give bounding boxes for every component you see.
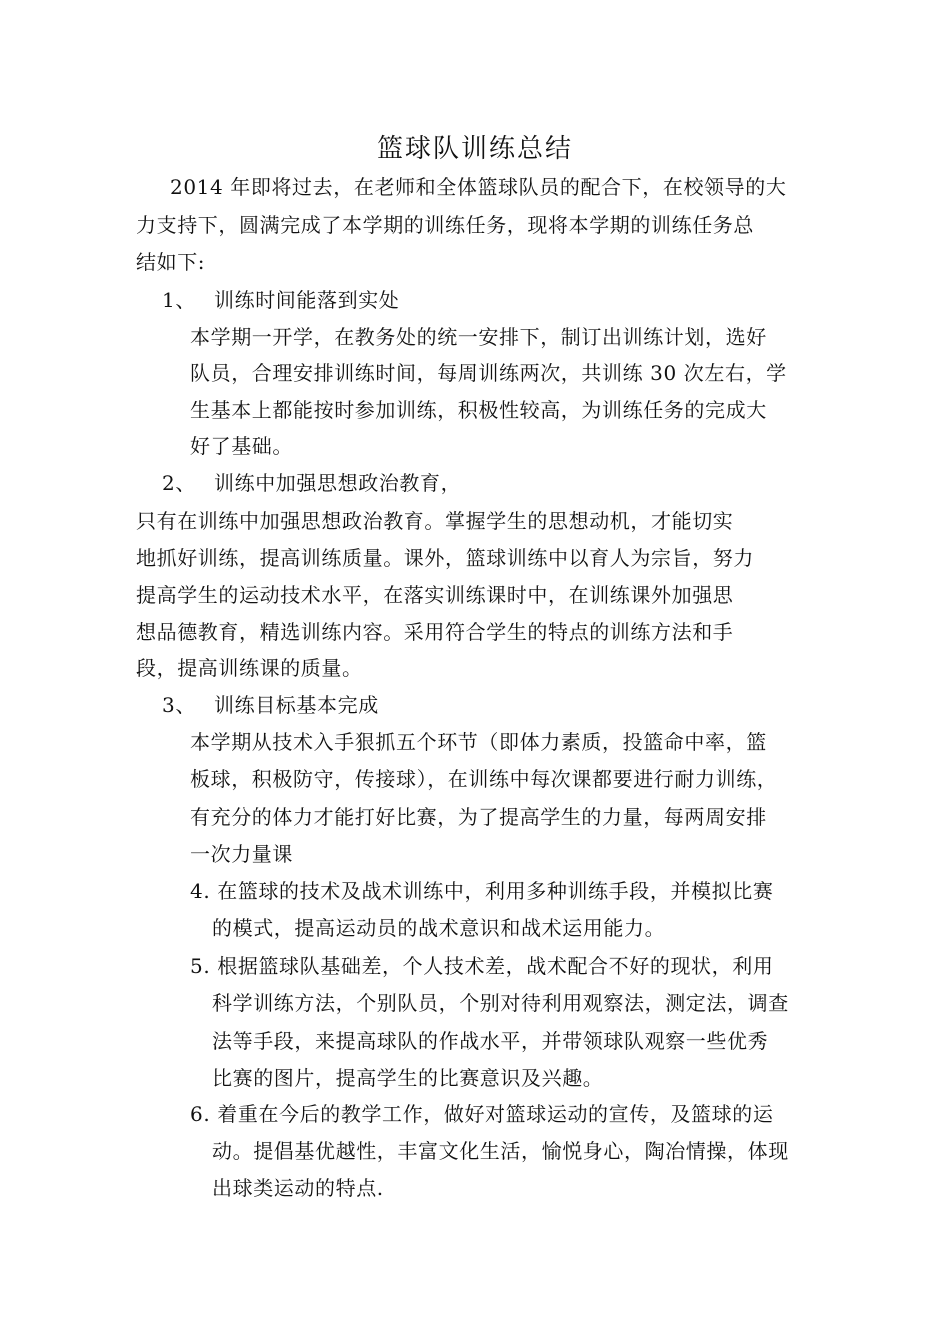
section-3-number: 3、: [162, 693, 196, 717]
document-title: 篮球队训练总结: [376, 134, 573, 164]
section-2-line-1: 只有在训练中加强思想政治教育。掌握学生的思想动机，才能切实: [136, 509, 734, 533]
section-1-heading-text: 训练时间能落到实处: [214, 288, 400, 312]
intro-line-1: 2014 年即将过去，在老师和全体篮球队员的配合下，在校领导的大: [170, 175, 787, 199]
section-3-line-3: 有充分的体力才能打好比赛，为了提高学生的力量，每两周安排: [190, 805, 767, 829]
section-3-line-2: 板球，积极防守，传接球），在训练中每次课都要进行耐力训练，: [190, 767, 778, 791]
item-6-line-2: 动。提倡基优越性，丰富文化生活，愉悦身心，陶冶情操，体现: [212, 1139, 789, 1163]
section-2-heading: [162, 468, 461, 498]
item-4-line-1: 4. 在篮球的技术及战术训练中，利用多种训练手段，并模拟比赛: [190, 879, 774, 903]
item-4-line-2: 的模式，提高运动员的战术意识和战术运用能力。: [212, 916, 666, 940]
section-1-heading: [162, 285, 399, 315]
section-3-line-1: 本学期从技术入手狠抓五个环节（即体力素质，投篮命中率，篮: [190, 730, 767, 754]
section-2-number: 2、: [162, 471, 196, 495]
item-5-line-4: 比赛的图片，提高学生的比赛意识及兴趣。: [212, 1066, 604, 1090]
section-1-line-1: 本学期一开学，在教务处的统一安排下，制订出训练计划，选好: [190, 325, 767, 349]
section-2-line-3: 提高学生的运动技术水平，在落实训练课时中，在训练课外加强思: [136, 583, 734, 607]
section-1-number: 1、: [162, 288, 196, 312]
section-2-line-2: 地抓好训练，提高训练质量。课外，篮球训练中以育人为宗旨，努力: [136, 546, 754, 570]
item-6-line-3: 出球类运动的特点.: [212, 1176, 384, 1200]
item-5-line-1: 5. 根据篮球队基础差，个人技术差，战术配合不好的现状，利用: [190, 954, 774, 978]
item-5-line-3: 法等手段，来提高球队的作战水平，并带领球队观察一些优秀: [212, 1029, 769, 1053]
item-6-line-1: 6. 着重在今后的教学工作，做好对篮球运动的宣传，及篮球的运: [190, 1102, 774, 1126]
section-2-line-4: 想品德教育，精选训练内容。采用符合学生的特点的训练方法和手: [136, 620, 734, 644]
section-3-heading-text: 训练目标基本完成: [214, 693, 379, 717]
intro-line-2: 力支持下，圆满完成了本学期的训练任务，现将本学期的训练任务总: [136, 213, 754, 237]
intro-line-3: 结如下:: [136, 250, 206, 274]
section-1-line-2: 队员，合理安排训练时间，每周训练两次，共训练 30 次左右，学: [190, 361, 787, 385]
section-2-heading-text: 训练中加强思想政治教育，: [214, 471, 462, 495]
section-3-line-4: 一次力量课: [190, 842, 293, 866]
item-5-line-2: 科学训练方法，个别队员，个别对待利用观察法，测定法，调查: [212, 991, 789, 1015]
section-2-line-5: 段，提高训练课的质量。: [136, 656, 363, 680]
section-3-heading: [162, 690, 379, 720]
section-1-line-3: 生基本上都能按时参加训练，积极性较高，为训练任务的完成大: [190, 398, 767, 422]
section-1-line-4: 好了基础。: [190, 434, 293, 458]
